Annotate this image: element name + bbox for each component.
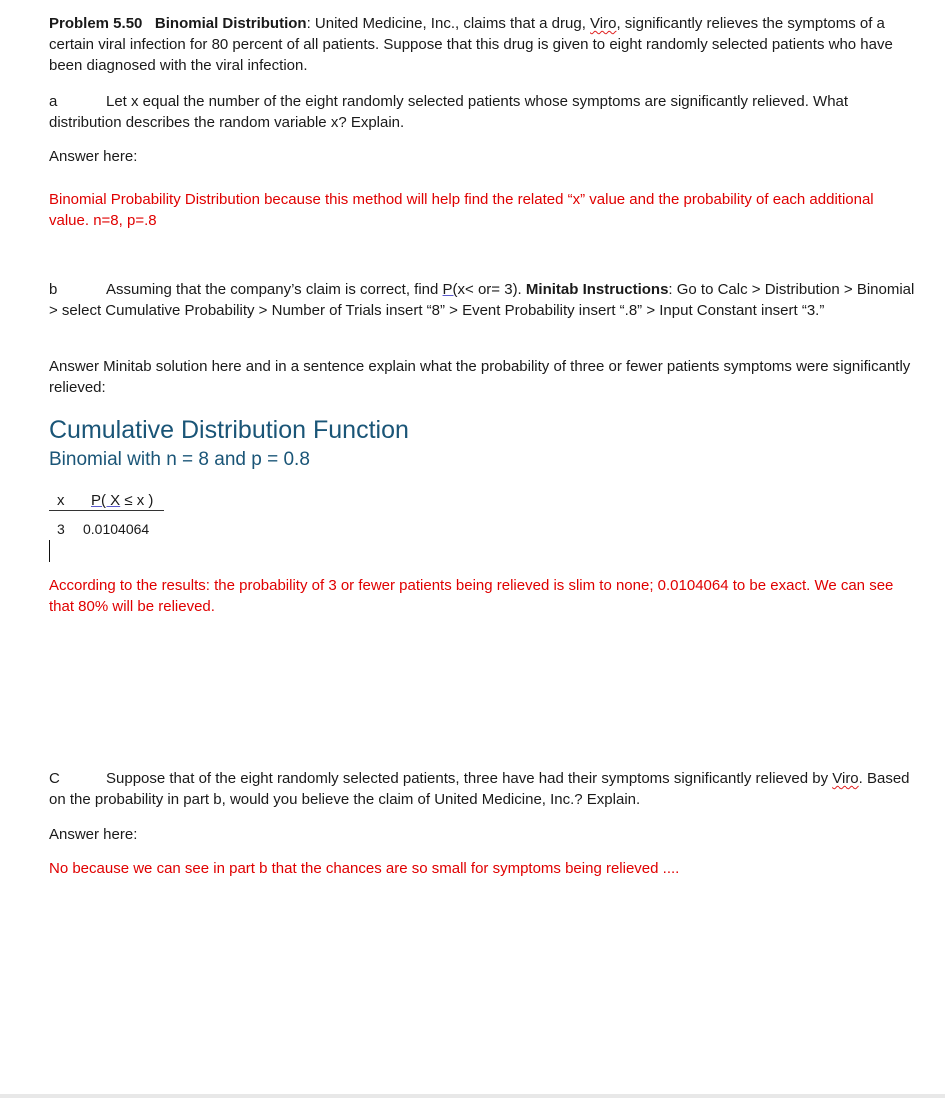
- text-cursor: [49, 540, 50, 562]
- problem-number: Problem 5.50: [49, 15, 143, 32]
- problem-statement: [49, 13, 915, 76]
- problem-topic: Binomial Distribution: [154, 15, 307, 32]
- part-a-question: [49, 91, 915, 133]
- minitab-instructions: : Go to Calc > Distribution > Binomial > select Cumulative Probability > Number of Trials insert “8” > Event Probability insert “.8” > Input Constant insert “3.”: [49, 281, 915, 319]
- row-p-value: 0.0104064: [83, 521, 150, 537]
- part-a-question-text: Let x equal the number of the eight randomly selected patients whose symptoms are significantly relieved. What distribution describes the random variable x? Explain.: [49, 93, 849, 131]
- cdf-table-header: [49, 490, 164, 511]
- problem-text-2: , significantly relieves the symptoms of a certain viral infection for 80 percent of all patients. Suppose that this drug is given to eight randomly selected patients who have been diagnosed with the viral infection.: [49, 15, 893, 74]
- part-b-question: [49, 279, 915, 321]
- viro-word-c: Viro: [832, 770, 859, 787]
- cdf-title: Cumulative Distribution Function: [49, 416, 409, 444]
- cdf-subtitle: Binomial with n = 8 and p = 0.8: [49, 449, 310, 470]
- part-c-answer: No because we can see in part b that the chances are so small for symptoms being relieved ....: [49, 860, 680, 877]
- part-b-px: P(: [442, 281, 458, 298]
- part-b-question-mid: x< or= 3).: [457, 281, 526, 298]
- part-c-label: C: [49, 770, 60, 787]
- col-p-suffix: ≤ x ): [120, 492, 154, 509]
- row-x-value: 3: [57, 521, 65, 537]
- part-b-question-start: Assuming that the company’s claim is correct, find: [106, 281, 443, 298]
- part-a-answer-prompt: Answer here:: [49, 148, 138, 165]
- page-bottom-edge: [0, 1094, 945, 1098]
- problem-text-1: : United Medicine, Inc., claims that a drug,: [306, 15, 591, 32]
- part-b-answer-prompt: Answer Minitab solution here and in a sentence explain what the probability of three or fewer patients symptoms were significantly relieved:: [49, 358, 911, 396]
- col-p-prefix: P( X: [91, 492, 121, 509]
- part-c-answer-prompt: Answer here:: [49, 826, 138, 843]
- minitab-instructions-label: Minitab Instructions: [525, 281, 669, 298]
- viro-word: Viro: [590, 15, 617, 32]
- part-a-label: a: [49, 93, 58, 110]
- part-c-question-start: Suppose that of the eight randomly selected patients, three have had their symptoms significantly relieved by: [106, 770, 833, 787]
- part-c-question-end: . Based on the probability in part b, would you believe the claim of United Medicine, Inc.? Explain.: [49, 770, 910, 808]
- col-x-header: x: [57, 492, 65, 509]
- part-b-answer: According to the results: the probability of 3 or fewer patients being relieved is slim to none; 0.0104064 to be exact. We can see that 80% will be relieved.: [49, 577, 894, 615]
- col-p-header: [91, 490, 153, 511]
- part-c-question: [49, 768, 915, 810]
- part-b-label: b: [49, 281, 58, 298]
- part-a-answer: Binomial Probability Distribution because this method will help find the related “x” value and the probability of each additional value. n=8, p=.8: [49, 191, 874, 229]
